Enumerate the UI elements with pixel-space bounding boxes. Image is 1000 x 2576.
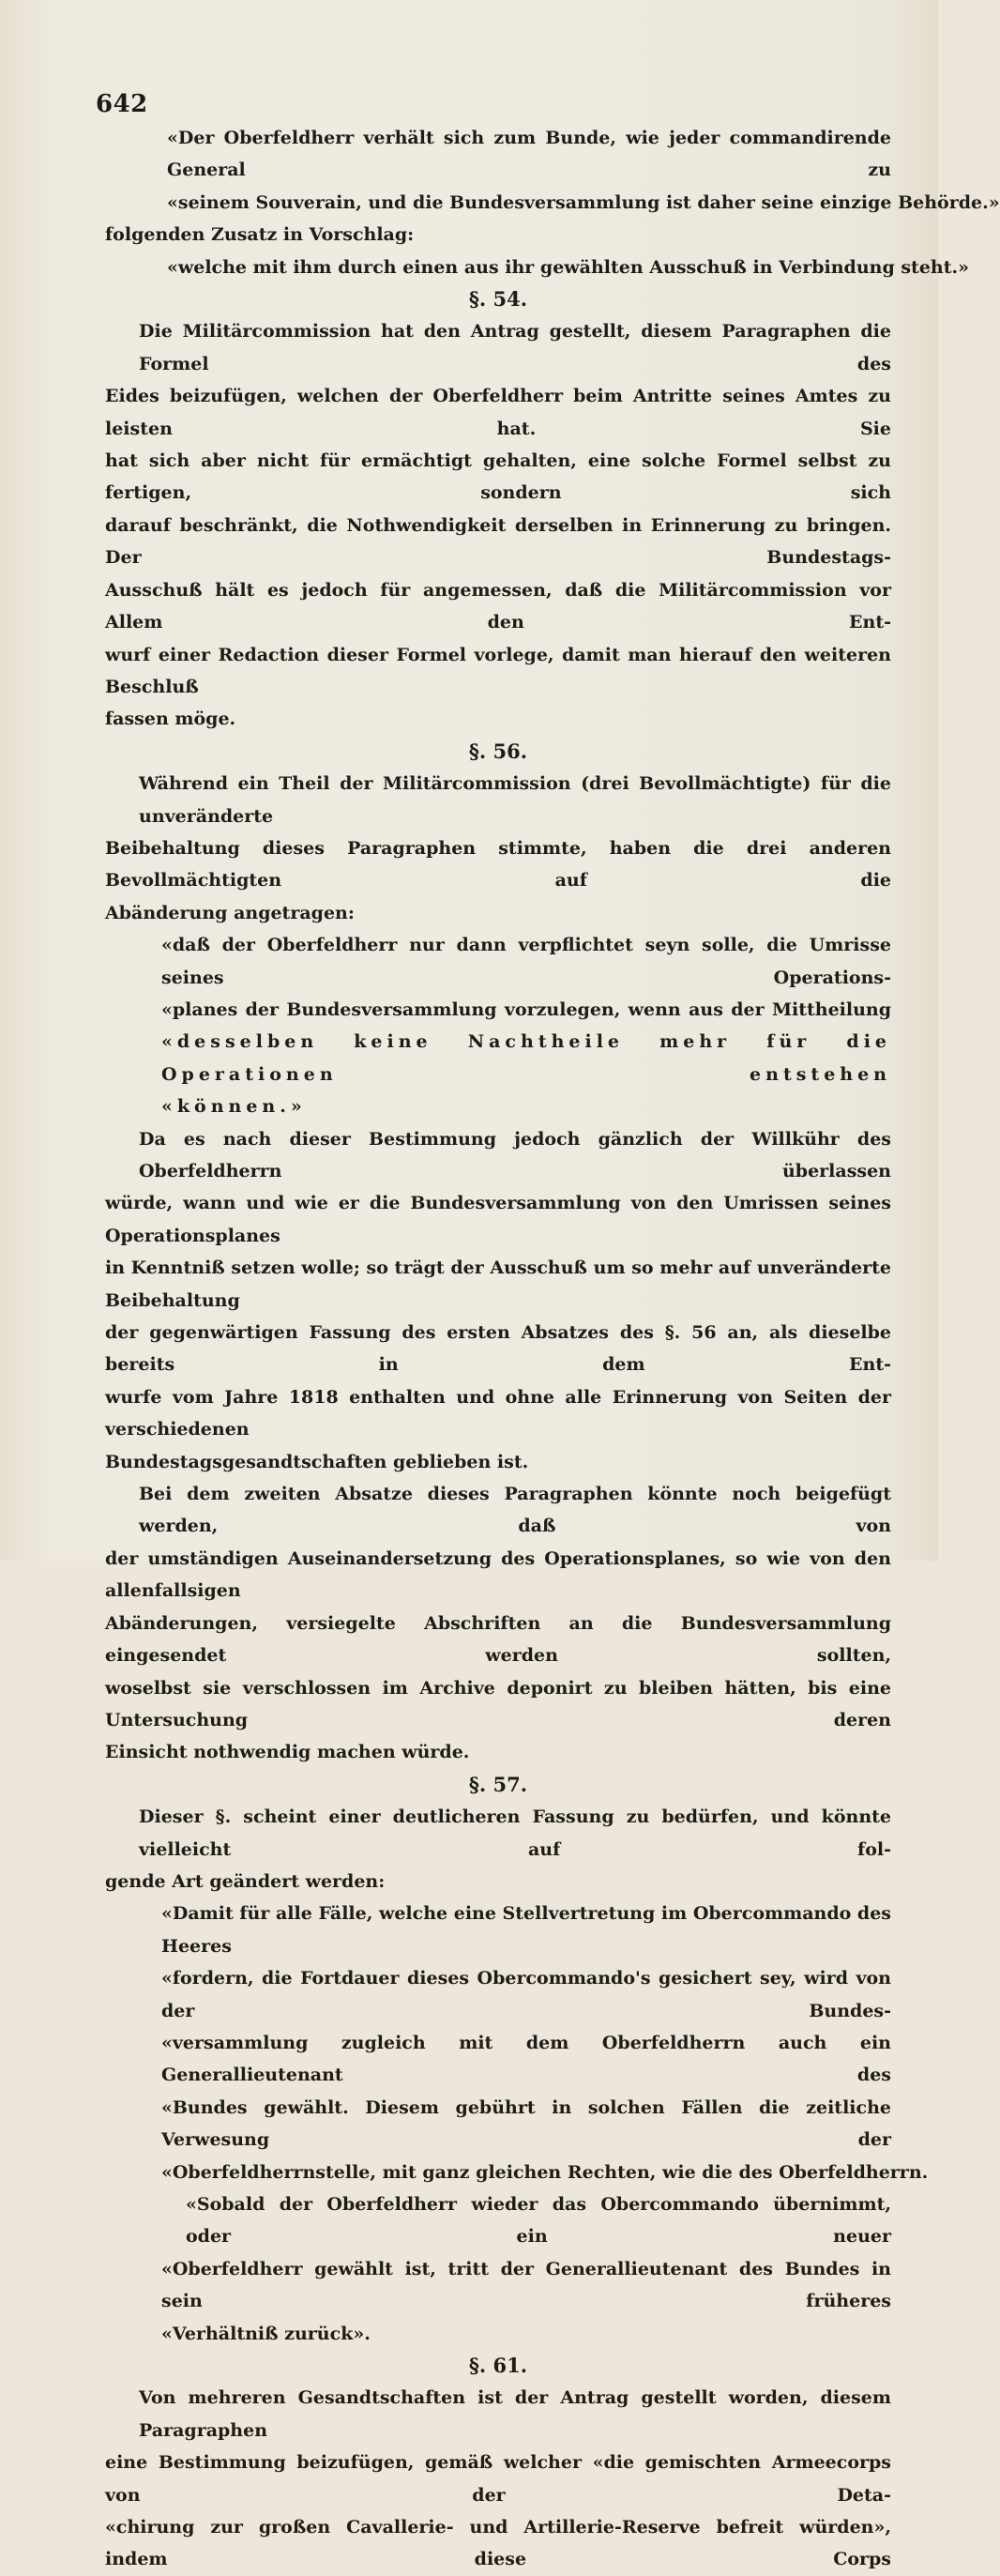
- section-heading: §. 54.: [468, 287, 528, 312]
- text-line: «Oberfeldherr gewählt ist, tritt der Generallieutenant des Bundes in sein früheres: [161, 2258, 891, 2312]
- text-line: gende Art geändert werden:: [105, 1870, 386, 1892]
- text-line: «Verhältniß zurück».: [161, 2323, 371, 2344]
- text-line: woselbst sie verschlossen im Archive deponirt zu bleiben hätten, bis eine Untersuchung deren: [105, 1677, 891, 1730]
- text-line: Bei dem zweiten Absatze dieses Paragraphen könnte noch beigefügt werden, daß von: [139, 1484, 891, 1537]
- text-line: «können.»: [161, 1096, 307, 1118]
- text-line: «Sobald der Oberfeldherr wieder das Obercommando übernimmt, oder ein neuer: [186, 2194, 891, 2248]
- text-line: «daß der Oberfeldherr nur dann verpflichtet seyn solle, die Umrisse seines Operations-: [161, 935, 891, 988]
- text-line: Abänderung angetragen:: [105, 902, 355, 923]
- section-heading: §. 56.: [468, 739, 528, 763]
- text-line: fassen möge.: [105, 709, 236, 730]
- text-line: würde, wann und wie er die Bundesversammlung von den Umrissen seines Operationsplanes: [105, 1193, 891, 1246]
- text-line: «Der Oberfeldherr verhält sich zum Bunde, wie jeder commandirende General zu: [167, 128, 891, 181]
- text-line: Einsicht nothwendig machen würde.: [105, 1742, 470, 1763]
- page-body: [105, 122, 1000, 2576]
- text-line: Eides beizufügen, welchen der Oberfeldherr beim Antritte seines Amtes zu leisten hat. Sie: [105, 386, 891, 439]
- text-line: «Bundes gewählt. Diesem gebührt in solchen Fällen die zeitliche Verwesung der: [161, 2096, 891, 2151]
- text-line: «desselben keine Nachtheile mehr für die Operationen entstehen: [161, 1031, 891, 1085]
- text-line: wurfe vom Jahre 1818 enthalten und ohne alle Erinnerung von Seiten der verschiedenen: [105, 1386, 891, 1440]
- text-line: hat sich aber nicht für ermächtigt gehalten, eine solche Formel selbst zu fertigen, sondern sich: [105, 450, 891, 504]
- text-line: Bundestagsgesandtschaften geblieben ist.: [105, 1451, 529, 1472]
- text-line: Beibehaltung dieses Paragraphen stimmte, haben die drei anderen Bevollmächtigten auf die: [105, 837, 891, 892]
- section-heading: §. 61.: [468, 2354, 528, 2378]
- section-heading: §. 57.: [468, 1772, 528, 1796]
- text-line: Von mehreren Gesandtschaften ist der Antrag gestellt worden, diesem Paragraphen: [139, 2387, 891, 2441]
- text-line: eine Bestimmung beizufügen, gemäß welcher «die gemischten Armeecorps von der Deta-: [105, 2452, 891, 2506]
- text-line: Während ein Theil der Militärcommission (drei Bevollmächtigte) für die unveränderte: [139, 773, 891, 827]
- text-line: Ausschuß hält es jedoch für angemessen, daß die Militärcommission vor Allem den Ent-: [105, 579, 891, 633]
- text-line: «chirung zur großen Cavallerie- und Artillerie-Reserve befreit würden», indem diese Corps: [105, 2517, 891, 2570]
- text-line: «Oberfeldherrnstelle, mit ganz gleichen Rechten, wie die des Oberfeldherrn.: [161, 2161, 929, 2183]
- text-line: Die Militärcommission hat den Antrag gestellt, diesem Paragraphen die Formel des: [139, 321, 891, 374]
- text-line: Dieser §. scheint einer deutlicheren Fassung zu bedürfen, und könnte vielleicht auf fol-: [139, 1806, 891, 1860]
- text-line: darauf beschränkt, die Nothwendigkeit derselben in Erinnerung zu bringen. Der Bundestags-: [105, 514, 891, 569]
- text-line: Da es nach dieser Bestimmung jedoch gänzlich der Willkühr des Oberfeldherrn überlassen: [139, 1128, 891, 1181]
- text-line: «planes der Bundesversammlung vorzulegen, wenn aus der Mittheilung: [161, 998, 891, 1020]
- text-line: Abänderungen, versiegelte Abschriften an die Bundesversammlung eingesendet werden sollten,: [105, 1612, 891, 1667]
- text-line: der gegenwärtigen Fassung des ersten Absatzes des §. 56 an, als dieselbe bereits in dem Ent-: [105, 1322, 891, 1376]
- text-line: folgenden Zusatz in Vorschlag:: [105, 224, 415, 246]
- text-line: wurf einer Redaction dieser Formel vorlege, damit man hierauf den weiteren Beschluß: [105, 644, 891, 697]
- text-line: «Damit für alle Fälle, welche eine Stellvertretung im Obercommando des Heeres: [161, 1903, 891, 1957]
- text-line: der umständigen Auseinandersetzung des Operationsplanes, so wie von den allenfallsigen: [105, 1547, 891, 1602]
- text-line: «seinem Souverain, und die Bundesversammlung ist daher seine einzige Behörde.»: [167, 191, 1000, 213]
- text-line: «welche mit ihm durch einen aus ihr gewählten Ausschuß in Verbindung steht.»: [167, 256, 969, 278]
- page-number: 642: [96, 90, 148, 118]
- text-line: «versammlung zugleich mit dem Oberfeldherrn auch ein Generallieutenant des: [161, 2032, 891, 2086]
- text-line: «fordern, die Fortdauer dieses Obercommando's gesichert sey, wird von der Bundes-: [161, 1968, 891, 2021]
- text-line: in Kenntniß setzen wolle; so trägt der Ausschuß um so mehr auf unveränderte Beibehaltung: [105, 1258, 891, 1311]
